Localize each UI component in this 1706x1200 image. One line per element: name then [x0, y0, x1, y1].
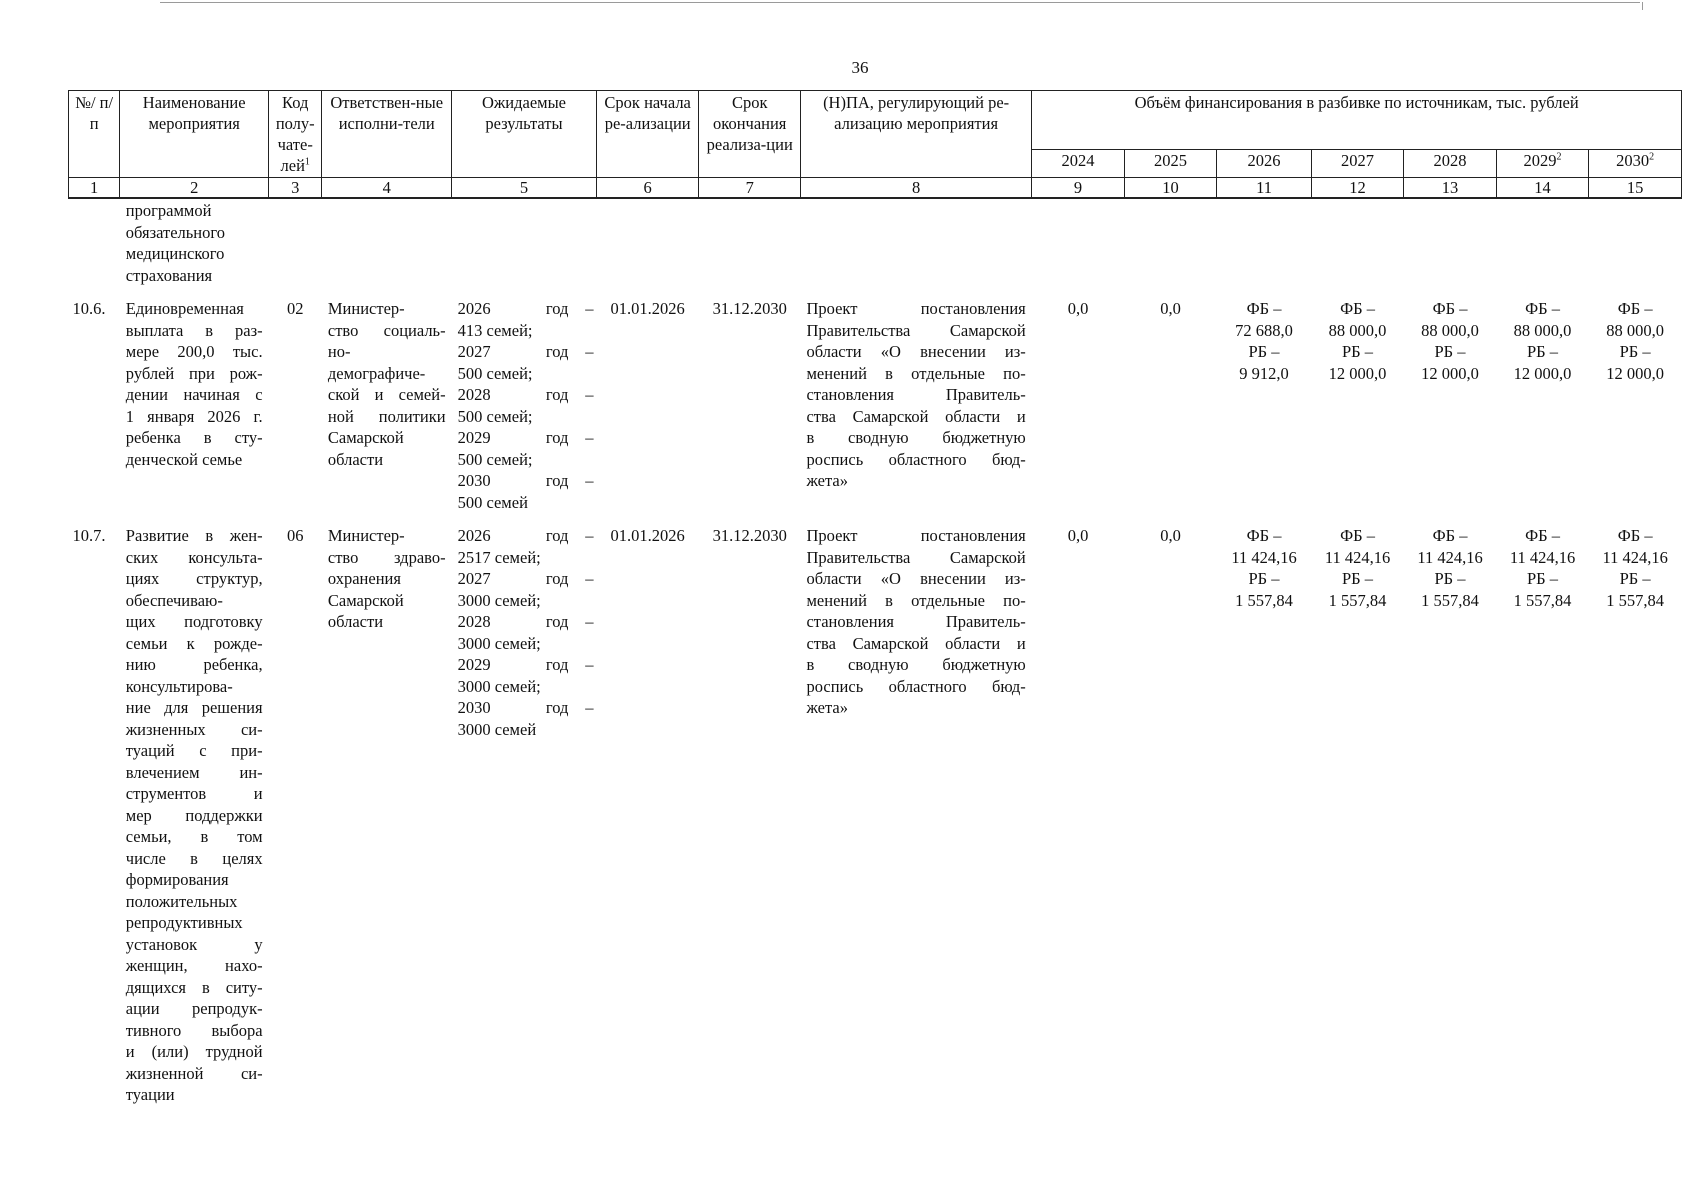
header-num: №/ п/п	[69, 91, 120, 178]
npa-text: Проект постановления Правительства Самарской области «О внесении из- менений в отдельные по- становления Правитель- ства Самарской области и в сводную бюджетную роспись областного бюд- жета»	[806, 526, 1026, 717]
finance-2028: ФБ – 11 424,16 РБ – 1 557,84	[1417, 526, 1483, 610]
result-dash: –	[585, 569, 594, 588]
column-number: 15	[1589, 178, 1682, 199]
column-number: 8	[800, 178, 1031, 199]
finance-2025: 0,0	[1160, 526, 1181, 545]
result-dash: –	[585, 612, 594, 631]
continuation-name: программой обязательного медицинского страхования	[125, 201, 225, 285]
year-2024: 2024	[1032, 150, 1125, 178]
finance-2030: ФБ – 88 000,0 РБ – 12 000,0	[1606, 299, 1664, 383]
header-code: Код полу-чате-лей$^1$	[269, 91, 322, 178]
expected-results: 2026 год 2517 семей; 2027 год 3000 семей; 2028 год 3000 семей; 2029 год 3000 семей; 2030 год 3000 семей – – – – –	[452, 525, 597, 1106]
year-2029: 2029$^2$	[1496, 150, 1589, 178]
npa-text: Проект постановления Правительства Самарской области «О внесении из- менений в отдельные по- становления Правитель- ства Самарской области и в сводную бюджетную роспись областного бюд- жета»	[806, 299, 1026, 490]
recipient-code: 06	[286, 526, 304, 545]
year-2030: 2030$^2$	[1589, 150, 1682, 178]
column-number: 14	[1496, 178, 1589, 199]
year-2028: 2028	[1404, 150, 1497, 178]
finance-2029: ФБ – 88 000,0 РБ – 12 000,0	[1513, 299, 1572, 383]
executors: Министер- ство здраво- охранения Самарской области	[327, 526, 446, 631]
end-date: 31.12.2030	[712, 526, 787, 545]
finance-2024: 0,0	[1067, 299, 1089, 318]
result-dash: –	[585, 428, 594, 447]
header-finance: Объём финансирования в разбивке по источникам, тыс. рублей	[1032, 91, 1682, 150]
table-header	[69, 91, 1682, 199]
end-date: 31.12.2030	[712, 299, 787, 318]
finance-2025: 0,0	[1160, 299, 1181, 318]
finance-2030: ФБ – 11 424,16 РБ – 1 557,84	[1602, 526, 1668, 610]
header-end: Срок окончания реализа-ции	[699, 91, 801, 178]
column-numbers-row	[69, 178, 1682, 199]
expected-results: 2026 год 413 семей; 2027 год 500 семей; 2028 год 500 семей; 2029 год 500 семей; 2030 год 500 семей – – – – –	[452, 298, 597, 513]
result-dash: –	[585, 342, 594, 361]
finance-2028: ФБ – 88 000,0 РБ – 12 000,0	[1421, 299, 1479, 383]
header-executors: Ответствен-ные исполни-тели	[322, 91, 452, 178]
year-2027: 2027	[1311, 150, 1404, 178]
header-npa: (Н)ПА, регулирующий ре-ализацию мероприятия	[800, 91, 1031, 178]
scan-edge-corner	[1642, 2, 1643, 10]
column-number: 7	[699, 178, 801, 199]
start-date: 01.01.2026	[610, 526, 685, 545]
finance-2026: ФБ – 72 688,0 РБ – 9 912,0	[1235, 299, 1293, 383]
page-number: 36	[851, 58, 869, 77]
column-number: 11	[1217, 178, 1312, 199]
table-row	[69, 298, 1682, 513]
activities-table	[68, 90, 1682, 1106]
result-dash: –	[585, 698, 594, 717]
finance-2029: ФБ – 11 424,16 РБ – 1 557,84	[1509, 526, 1576, 610]
finance-2027: ФБ – 88 000,0 РБ – 12 000,0	[1328, 299, 1387, 383]
column-number: 2	[120, 178, 269, 199]
column-number: 4	[322, 178, 452, 199]
activity-name: Единовременная выплата в раз- мере 200,0 тыс. рублей при рож- дении начиная с 1 января 2026 г. ребенка в сту- денческой семье	[125, 299, 263, 469]
column-number: 5	[452, 178, 597, 199]
continuation-row	[69, 198, 1682, 286]
column-number: 6	[596, 178, 699, 199]
column-number: 1	[69, 178, 120, 199]
column-number: 13	[1404, 178, 1497, 199]
result-dash: –	[585, 385, 594, 404]
table-row	[69, 525, 1682, 1106]
column-number: 3	[269, 178, 322, 199]
finance-2027: ФБ – 11 424,16 РБ – 1 557,84	[1324, 526, 1391, 610]
year-2025: 2025	[1124, 150, 1217, 178]
header-name: Наименование мероприятия	[120, 91, 269, 178]
finance-2024: 0,0	[1067, 526, 1089, 545]
result-dash: –	[585, 526, 594, 545]
finance-2026: ФБ – 11 424,16 РБ – 1 557,84	[1231, 526, 1297, 610]
start-date: 01.01.2026	[610, 299, 685, 318]
column-number: 12	[1311, 178, 1404, 199]
activity-name: Развитие в жен- ских консульта- циях структур, обеспечиваю- щих подготовку семьи к рожде- нию ребенка, консультирова- ние для решения жизненных си- туаций с при- влечением ин- струментов и мер поддержки семьи, в том числе в целях формирования положительных репродуктивных установок у женщин, нахо- дящихся в ситу- ации репродук- тивного выбора и (или) трудной жизненной си- туации	[125, 526, 263, 1104]
year-2026: 2026	[1217, 150, 1312, 178]
result-dash: –	[585, 655, 594, 674]
header-results: Ожидаемые результаты	[452, 91, 597, 178]
recipient-code: 02	[286, 299, 304, 318]
result-dash: –	[585, 471, 594, 490]
column-number: 9	[1032, 178, 1125, 199]
column-number: 10	[1124, 178, 1217, 199]
row-number: 10.7.	[72, 526, 106, 545]
result-dash: –	[585, 299, 594, 318]
executors: Министер- ство социаль- но- демографиче- ской и семей- ной политики Самарской области	[327, 299, 446, 469]
row-number: 10.6.	[72, 299, 106, 318]
scan-edge-line	[160, 2, 1640, 3]
header-start: Срок начала ре-ализации	[596, 91, 699, 178]
